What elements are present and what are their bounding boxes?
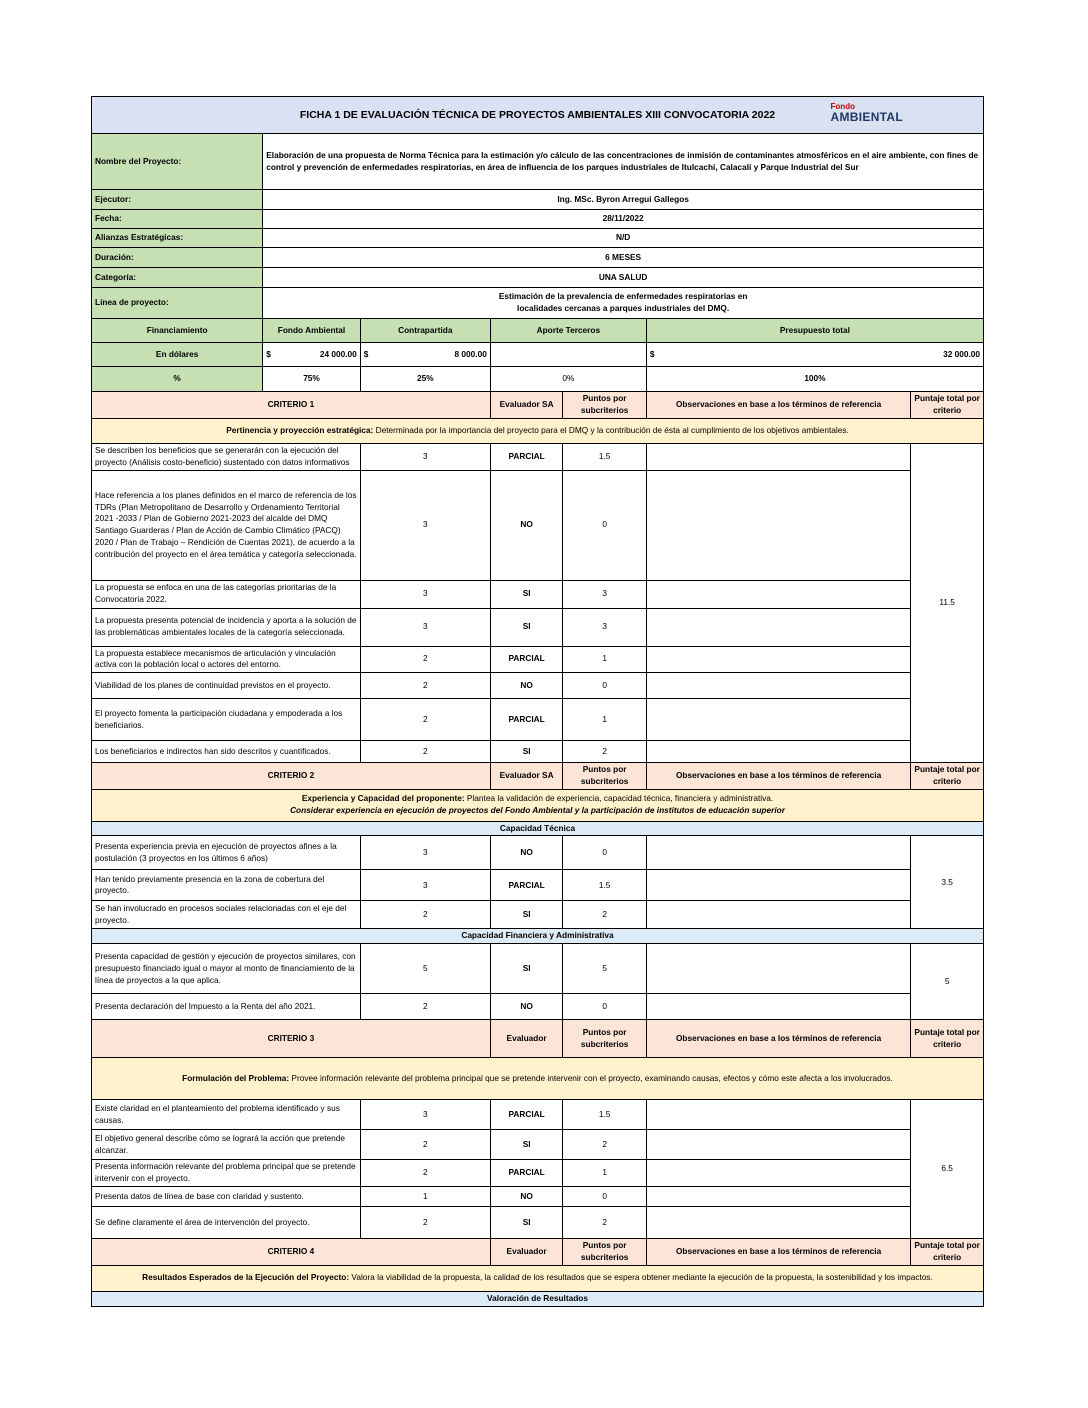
criterio3-observaciones-header: Observaciones en base a los términos de referencia [646, 1020, 910, 1058]
fondo-percent: 75% [263, 367, 361, 392]
alliances-value: N/D [263, 229, 984, 248]
date-value: 28/11/2022 [263, 210, 984, 229]
sheet-title-cell [92, 97, 984, 134]
criterio3-total: 6.5 [911, 1100, 984, 1239]
contrapartida-header: Contrapartida [360, 319, 490, 343]
criterio1-row5-pts: 1 [563, 646, 646, 673]
criterio3-row4-obs [646, 1187, 910, 1207]
criterio3-row1-obs [646, 1100, 910, 1130]
criterio3-row3-pts: 1 [563, 1160, 646, 1187]
fondo-header: Fondo Ambiental [263, 319, 361, 343]
criterio3-row5-text: Se define claramente el área de intervención del proyecto. [92, 1207, 361, 1239]
executor-value: Ing. MSc. Byron Arregui Gallegos [263, 190, 984, 210]
contrapartida-amount: $ 8 000.00 [360, 343, 490, 367]
criterio3-description: Formulación del Problema: Provee información relevante del problema principal que se pretende intervenir con el proyecto, examinando causas, efectos y cómo este afecta a los involucrados. [92, 1058, 984, 1100]
criterio2-evaluador-header: Evaluador SA [490, 763, 563, 790]
criterio1-row7-obs [646, 699, 910, 741]
duration-label: Duración: [92, 248, 263, 268]
criterio2-tec-row1-obs [646, 836, 910, 870]
criterio1-row6-max: 2 [360, 673, 490, 699]
criterio2-tec-row2-max: 3 [360, 870, 490, 901]
criterio1-evaluador-header: Evaluador SA [490, 392, 563, 419]
criterio1-row3-eval: SI [490, 580, 563, 608]
criterio3-row3-text: Presenta información relevante del problema principal que se pretende intervenir con el proyecto. [92, 1160, 361, 1187]
criterio2-fin-row1-text: Presenta capacidad de gestión y ejecución de proyectos similares, con presupuesto financiado igual o mayor al monto de financiamiento de la línea de proyectos a la que aplica. [92, 944, 361, 994]
criterio2-puntos-header: Puntos por subcriterios [563, 763, 646, 790]
table-row [92, 673, 984, 699]
criterio3-row3-eval: PARCIAL [490, 1160, 563, 1187]
table-row [92, 608, 984, 646]
criterio1-row2-max: 3 [360, 470, 490, 580]
criterio1-row4-obs [646, 608, 910, 646]
criterio1-row4-pts: 3 [563, 608, 646, 646]
criterio4-evaluador-header: Evaluador [490, 1239, 563, 1266]
percent-label: % [92, 367, 263, 392]
criterio1-row2-pts: 0 [563, 470, 646, 580]
criterio2-tec-row3-text: Se han involucrado en procesos sociales relacionadas con el eje del proyecto. [92, 901, 361, 929]
criterio1-row7-pts: 1 [563, 699, 646, 741]
criterio2-fin-row2-eval: NO [490, 994, 563, 1020]
table-row [92, 1187, 984, 1207]
criterio2-financiera-total: 5 [911, 944, 984, 1020]
criterio4-puntos-header: Puntos por subcriterios [563, 1239, 646, 1266]
criterio1-row2-obs [646, 470, 910, 580]
criterio1-label: CRITERIO 1 [92, 392, 491, 419]
criterio2-tec-row2-eval: PARCIAL [490, 870, 563, 901]
criterio1-row8-obs [646, 741, 910, 763]
criterio3-row4-text: Presenta datos de línea de base con claridad y sustento. [92, 1187, 361, 1207]
criterio1-row1-pts: 1.5 [563, 443, 646, 470]
criterio1-row6-obs [646, 673, 910, 699]
evaluation-table [91, 96, 984, 1307]
criterio3-row1-text: Existe claridad en el planteamiento del problema identificado y sus causas. [92, 1100, 361, 1130]
criterio2-tec-row3-max: 2 [360, 901, 490, 929]
criterio2-tec-row2-text: Han tenido previamente presencia en la zona de cobertura del proyecto. [92, 870, 361, 901]
date-label: Fecha: [92, 210, 263, 229]
criterio1-description: Pertinencia y proyección estratégica: Determinada por la importancia del proyecto para el DMQ y la contribución de ésta al cumplimiento de los objetivos ambientales. [92, 418, 984, 443]
alliances-label: Alianzas Estratégicas: [92, 229, 263, 248]
criterio1-row5-text: La propuesta establece mecanismos de articulación y vinculación activa con la población local o actores del entorno. [92, 646, 361, 673]
executor-label: Ejecutor: [92, 190, 263, 210]
criterio2-fin-row1-pts: 5 [563, 944, 646, 994]
criterio2-fin-row1-obs [646, 944, 910, 994]
criterio4-description: Resultados Esperados de la Ejecución del Proyecto: Valora la viabilidad de la propuesta, la calidad de los resultados que se espera obtener mediante la ejecución de la propuesta, la sostenibilidad y los impactos. [92, 1265, 984, 1291]
criterio3-row3-max: 2 [360, 1160, 490, 1187]
table-row [92, 1207, 984, 1239]
criterio3-row2-eval: SI [490, 1130, 563, 1160]
criterio1-row6-eval: NO [490, 673, 563, 699]
criterio2-fin-row1-max: 5 [360, 944, 490, 994]
table-row [92, 1160, 984, 1187]
criterio1-row6-text: Viabilidad de los planes de continuidad previstos en el proyecto. [92, 673, 361, 699]
criterio1-row3-text: La propuesta se enfoca en una de las categorías prioritarias de la Convocatoria 2022. [92, 580, 361, 608]
category-value: UNA SALUD [263, 268, 984, 288]
criterio1-row7-text: El proyecto fomenta la participación ciudadana y empoderada a los beneficiarios. [92, 699, 361, 741]
criterio3-row5-eval: SI [490, 1207, 563, 1239]
total-header: Presupuesto total [646, 319, 983, 343]
criterio1-row8-max: 2 [360, 741, 490, 763]
criterio1-row7-max: 2 [360, 699, 490, 741]
criterio2-description: Experiencia y Capacidad del proponente: Plantea la validación de experiencia, capacidad técnica, financiera y administrativa. Considerar experiencia en ejecución de proyectos del Fondo Ambiental y la participación de institutos de educación superior [92, 789, 984, 821]
criterio1-row1-max: 3 [360, 443, 490, 470]
criterio2-fin-row2-text: Presenta declaración del Impuesto a la Renta del año 2021. [92, 994, 361, 1020]
criterio1-row4-eval: SI [490, 608, 563, 646]
criterio1-row3-pts: 3 [563, 580, 646, 608]
criterio2-tec-row3-obs [646, 901, 910, 929]
criterio1-row1-eval: PARCIAL [490, 443, 563, 470]
criterio3-row4-max: 1 [360, 1187, 490, 1207]
criterio2-fin-row2-pts: 0 [563, 994, 646, 1020]
criterio1-row5-obs [646, 646, 910, 673]
criterio1-row8-eval: SI [490, 741, 563, 763]
criterio2-fin-row2-obs [646, 994, 910, 1020]
financing-header: Financiamiento [92, 319, 263, 343]
criterio4-puntaje-header: Puntaje total por criterio [911, 1239, 984, 1266]
fondo-ambiental-logo: Fondo AMBIENTAL [830, 102, 903, 124]
criterio2-fin-row2-max: 2 [360, 994, 490, 1020]
criterio1-row7-eval: PARCIAL [490, 699, 563, 741]
criterio1-row3-obs [646, 580, 910, 608]
criterio1-row5-eval: PARCIAL [490, 646, 563, 673]
aporte-header: Aporte Terceros [490, 319, 646, 343]
duration-value: 6 MESES [263, 248, 984, 268]
criterio1-row3-max: 3 [360, 580, 490, 608]
criterio3-row1-pts: 1.5 [563, 1100, 646, 1130]
criterio1-row8-text: Los beneficiarios e indirectos han sido descritos y cuantificados. [92, 741, 361, 763]
criterio1-row1-text: Se describen los beneficios que se generarán con la ejecución del proyecto (Análisis costo-beneficio) sustentado con datos informativos [92, 443, 361, 470]
table-row [92, 1100, 984, 1130]
table-row [92, 646, 984, 673]
table-row [92, 944, 984, 994]
criterio3-label: CRITERIO 3 [92, 1020, 491, 1058]
criterio3-row2-text: El objetivo general describe cómo se logrará la acción que pretende alcanzar. [92, 1130, 361, 1160]
evaluation-sheet [91, 96, 984, 1307]
fondo-amount: $ 24 000.00 [263, 343, 361, 367]
criterio3-row2-obs [646, 1130, 910, 1160]
criterio1-row2-text: Hace referencia a los planes definidos en el marco de referencia de los TDRs (Plan Metropolitano de Desarrollo y Ordenamiento Territorial 2021 -2033 / Plan de Gobierno 2021-2023 del alcalde del DMQ Santiago Guarderas / Plan de Acción de Cambio Climático (PACQ) 2020 / Plan de Trabajo – Rendición de Cuentas 2021), de acuerdo a la contribución del proyecto en el área temática y categoría seleccionada. [92, 470, 361, 580]
criterio2-tec-row1-pts: 0 [563, 836, 646, 870]
criterio2-observaciones-header: Observaciones en base a los términos de referencia [646, 763, 910, 790]
table-row [92, 1130, 984, 1160]
criterio4-subsection-valoracion: Valoración de Resultados [92, 1291, 984, 1306]
criterio1-row2-eval: NO [490, 470, 563, 580]
criterio2-subsection-tecnica: Capacidad Técnica [92, 821, 984, 836]
table-row [92, 741, 984, 763]
table-row [92, 470, 984, 580]
sheet-title: FICHA 1 DE EVALUACIÓN TÉCNICA DE PROYECTOS AMBIENTALES XIII CONVOCATORIA 2022 [299, 108, 776, 121]
criterio3-row2-max: 2 [360, 1130, 490, 1160]
criterio2-tecnica-total: 3.5 [911, 836, 984, 929]
project-name-label: Nombre del Proyecto: [92, 134, 263, 190]
aporte-percent: 0% [490, 367, 646, 392]
criterio2-tec-row2-obs [646, 870, 910, 901]
criterio2-subsection-financiera: Capacidad Financiera y Administrativa [92, 929, 984, 944]
criterio1-observaciones-header: Observaciones en base a los términos de referencia [646, 392, 910, 419]
criterio3-row5-obs [646, 1207, 910, 1239]
project-name-value: Elaboración de una propuesta de Norma Técnica para la estimación y/o cálculo de las concentraciones de inmisión de contaminantes atmosféricos en el aire ambiente, con fines de control y prevención de enfermedades respiratorias, en área de influencia de los parques industriales de Itulcachi, Calacalí y Parque Industrial del Sur [263, 134, 984, 190]
criterio1-row6-pts: 0 [563, 673, 646, 699]
criterio1-row1-obs [646, 443, 910, 470]
criterio2-tec-row1-text: Presenta experiencia previa en ejecución de proyectos afines a la postulación (3 proyectos en los últimos 6 años) [92, 836, 361, 870]
criterio2-tec-row3-eval: SI [490, 901, 563, 929]
table-row [92, 870, 984, 901]
table-row [92, 443, 984, 470]
criterio1-row4-max: 3 [360, 608, 490, 646]
criterio3-row1-max: 3 [360, 1100, 490, 1130]
project-line-value: Estimación de la prevalencia de enfermedades respiratorias en localidades cercanas a parques industriales del DMQ. [263, 288, 984, 319]
criterio1-puntos-header: Puntos por subcriterios [563, 392, 646, 419]
dollars-label: En dólares [92, 343, 263, 367]
criterio1-row8-pts: 2 [563, 741, 646, 763]
criterio1-total: 11.5 [911, 443, 984, 763]
table-row [92, 994, 984, 1020]
criterio1-row5-max: 2 [360, 646, 490, 673]
criterio4-label: CRITERIO 4 [92, 1239, 491, 1266]
criterio2-tec-row2-pts: 1.5 [563, 870, 646, 901]
contrapartida-percent: 25% [360, 367, 490, 392]
criterio2-tec-row1-max: 3 [360, 836, 490, 870]
criterio3-row5-max: 2 [360, 1207, 490, 1239]
aporte-amount [490, 343, 646, 367]
criterio2-tec-row1-eval: NO [490, 836, 563, 870]
criterio1-puntaje-header: Puntaje total por criterio [911, 392, 984, 419]
total-amount: $ 32 000.00 [646, 343, 983, 367]
criterio1-row4-text: La propuesta presenta potencial de incidencia y aporta a la solución de las problemáticas ambientales locales de la categoría seleccionada. [92, 608, 361, 646]
criterio3-row3-obs [646, 1160, 910, 1187]
criterio2-label: CRITERIO 2 [92, 763, 491, 790]
project-line-label: Línea de proyecto: [92, 288, 263, 319]
criterio3-row4-eval: NO [490, 1187, 563, 1207]
criterio3-evaluador-header: Evaluador [490, 1020, 563, 1058]
criterio3-row2-pts: 2 [563, 1130, 646, 1160]
criterio3-row4-pts: 0 [563, 1187, 646, 1207]
criterio3-row5-pts: 2 [563, 1207, 646, 1239]
criterio2-fin-row1-eval: SI [490, 944, 563, 994]
table-row [92, 699, 984, 741]
category-label: Categoría: [92, 268, 263, 288]
table-row [92, 901, 984, 929]
criterio2-puntaje-header: Puntaje total por criterio [911, 763, 984, 790]
table-row [92, 580, 984, 608]
total-percent: 100% [646, 367, 983, 392]
criterio3-puntos-header: Puntos por subcriterios [563, 1020, 646, 1058]
criterio3-puntaje-header: Puntaje total por criterio [911, 1020, 984, 1058]
criterio2-tec-row3-pts: 2 [563, 901, 646, 929]
criterio3-row1-eval: PARCIAL [490, 1100, 563, 1130]
criterio4-observaciones-header: Observaciones en base a los términos de referencia [646, 1239, 910, 1266]
table-row [92, 836, 984, 870]
